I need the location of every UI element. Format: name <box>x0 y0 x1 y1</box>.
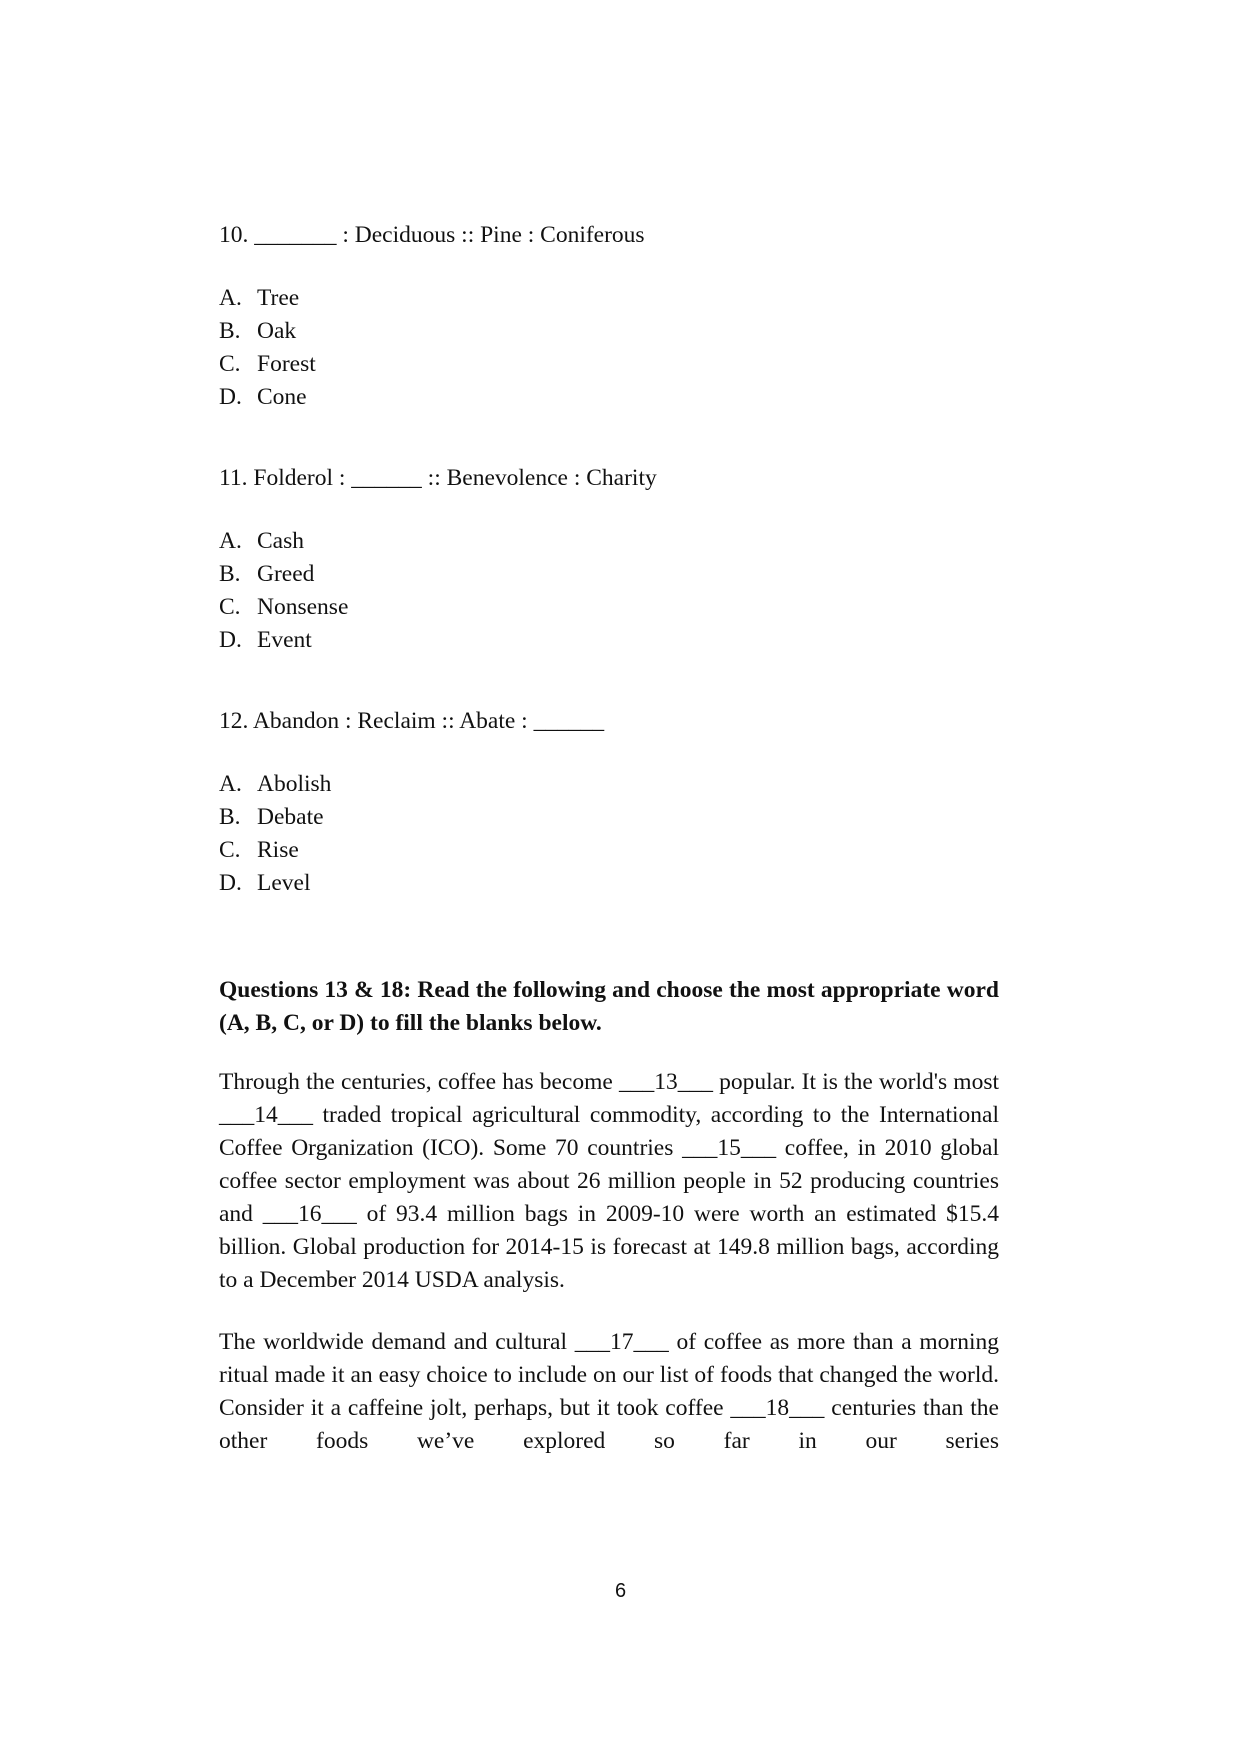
question-stem: 12. Abandon : Reclaim :: Abate : ______ <box>219 708 605 734</box>
option-b <box>219 801 999 834</box>
option-text: Nonsense <box>257 594 349 620</box>
option-letter: C. <box>219 594 241 620</box>
option-letter: B. <box>219 804 241 830</box>
option-b <box>219 558 999 591</box>
question-12 <box>219 705 999 900</box>
option-d <box>219 381 999 414</box>
option-letter: C. <box>219 351 241 377</box>
option-b <box>219 315 999 348</box>
option-text: Cash <box>257 528 304 554</box>
option-text: Rise <box>257 837 299 863</box>
passage-paragraph: Through the centuries, coffee has become ___13___ popular. It is the world's most ___14___ traded tropical agricultural commodity, according to the International Coffee Organization (ICO). Some 70 countries ___15___ coffee, in 2010 global coffee sector employment was about 26 million people in 52 producing countries and ___16___ of 93.4 million bags in 2009-10 were worth an estimated $15.4 billion. Global production for 2014-15 is forecast at 149.8 million bags, according to a December 2014 USDA analysis. <box>219 1069 999 1293</box>
option-letter: D. <box>219 384 242 410</box>
option-text: Level <box>257 870 311 896</box>
question-stem: 10. _______ : Deciduous :: Pine : Coniferous <box>219 222 645 248</box>
option-a <box>219 525 999 558</box>
option-text: Greed <box>257 561 315 587</box>
option-text: Abolish <box>257 771 332 797</box>
option-text: Oak <box>257 318 297 344</box>
answer-options <box>219 525 999 657</box>
option-text: Cone <box>257 384 307 410</box>
option-letter: D. <box>219 627 242 653</box>
passage-paragraph: The worldwide demand and cultural ___17___ of coffee as more than a morning ritual made it an easy choice to include on our list of foods that changed the world. Consider it a caffeine jolt, perhaps, but it took coffee ___18___ centuries than the other foods we’ve explored so far in our series <box>219 1329 999 1454</box>
question-11 <box>219 462 999 657</box>
page-content <box>219 219 999 1458</box>
option-letter: A. <box>219 771 242 797</box>
page-number: 6 <box>614 1580 627 1602</box>
option-d <box>219 867 999 900</box>
option-c <box>219 591 999 624</box>
option-letter: B. <box>219 318 241 344</box>
option-letter: A. <box>219 528 242 554</box>
option-text: Debate <box>257 804 324 830</box>
question-10 <box>219 219 999 414</box>
answer-options <box>219 282 999 414</box>
answer-options <box>219 768 999 900</box>
option-c <box>219 348 999 381</box>
option-letter: A. <box>219 285 242 311</box>
option-a <box>219 768 999 801</box>
section-heading: Questions 13 & 18: Read the following and choose the most appropriate word (A, B, C, or D) to fill the blanks below. <box>219 977 999 1036</box>
option-a <box>219 282 999 315</box>
option-letter: C. <box>219 837 241 863</box>
option-letter: D. <box>219 870 242 896</box>
option-text: Forest <box>257 351 316 377</box>
option-d <box>219 624 999 657</box>
question-stem: 11. Folderol : ______ :: Benevolence : Charity <box>219 465 657 491</box>
option-text: Tree <box>257 285 300 311</box>
option-c <box>219 834 999 867</box>
option-text: Event <box>257 627 312 653</box>
option-letter: B. <box>219 561 241 587</box>
